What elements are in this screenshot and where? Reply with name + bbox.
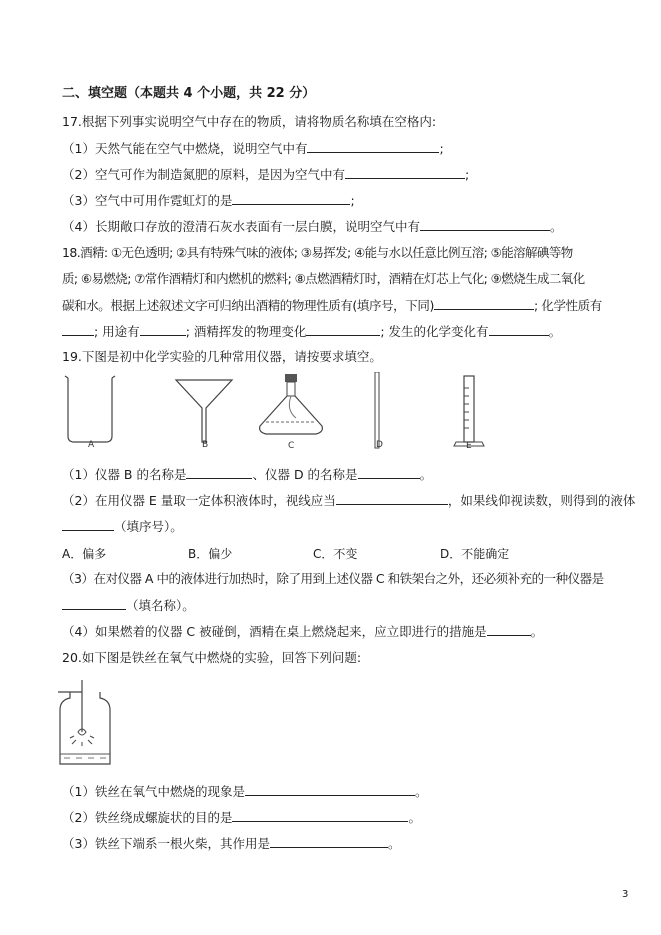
answer-blank[interactable] (434, 297, 534, 310)
q19-p2-text-b: ，如果线仰视读数，则得到的液体 (447, 493, 636, 508)
q17-item-2-text: （2）空气可作为制造氮肥的原料，是因为空气中有 (62, 167, 345, 182)
answer-blank[interactable] (62, 518, 114, 531)
answer-blank[interactable] (489, 323, 549, 336)
answer-blank[interactable] (232, 192, 350, 205)
funnel-icon (176, 380, 232, 442)
q19-p1-text: （1）仪器 B 的名称是 (62, 467, 187, 482)
q19-p1-text-b: 、仪器 D 的名称是 (252, 467, 358, 482)
punct: 。 (530, 624, 544, 639)
punct: 。 (548, 324, 562, 339)
graduated-cylinder-icon (454, 376, 484, 446)
answer-blank[interactable] (358, 466, 420, 479)
q18-chemical-label: ; 发生的化学变化有 (380, 324, 489, 339)
answer-blank[interactable] (420, 218, 550, 231)
q17-item-3-text: （3）空气中可用作霓虹灯的是 (62, 193, 233, 208)
punct: 。 (408, 810, 421, 825)
q18-line-1: 18.酒精: ①无色透明; ②具有特殊气味的液体; ③易挥发; ④能与水以任意比例互溶; ⑤能溶解碘等物 (62, 245, 573, 260)
q19-p2-text: （2）在用仪器 E 量取一定体积液体时，视线应当 (62, 493, 336, 508)
q20-item-3 (62, 835, 400, 852)
punct: 。 (549, 219, 563, 234)
q20-stem: 20.如下图是铁丝在氧气中燃烧的实验，回答下列问题: (62, 650, 362, 665)
answer-blank[interactable] (245, 783, 415, 796)
q18-line-3-text: 碳和水。根据上述叙述文字可归纳出酒精的物理性质有(填序号，下同) (62, 298, 434, 313)
q19-part-2-cont (62, 518, 183, 535)
q17-item-4 (62, 218, 562, 235)
answer-blank[interactable] (307, 140, 439, 153)
q20-item-3-text: （3）铁丝下端系一根火柴，其作用是 (62, 836, 270, 851)
punct: 。 (414, 784, 428, 799)
q19-part-4 (62, 623, 543, 640)
q20-item-2 (62, 809, 421, 826)
answer-blank[interactable] (62, 323, 94, 336)
gas-bottle-icon (58, 680, 110, 764)
answer-blank[interactable] (306, 323, 380, 336)
q19-p4-text: （4）如果燃着的仪器 C 被碰倒，酒精在桌上燃烧起来，应立即进行的措施是 (62, 624, 487, 639)
figure-label-a: A (88, 440, 95, 450)
figure-label-e: E (466, 441, 472, 451)
iron-wire-combustion-figure (56, 676, 116, 772)
q20-item-1 (62, 783, 427, 800)
q17-stem: 17.根据下列事实说明空气中存在的物质，请将物质名称填在空格内: (62, 114, 437, 129)
q19-p3-text-b: （填名称）。 (126, 598, 195, 613)
q17-item-4-text: （4）长期敞口存放的澄清石灰水表面有一层白膜，说明空气中有 (62, 219, 420, 234)
option-d[interactable]: D．不能确定 (440, 547, 510, 561)
answer-blank[interactable] (140, 323, 186, 336)
option-a[interactable]: A．偏多 (62, 547, 107, 561)
answer-blank[interactable] (270, 835, 388, 848)
punct: ; (439, 141, 444, 156)
punct: ; (464, 167, 470, 182)
q19-part-1 (62, 466, 432, 483)
section-title: 二、填空题（本题共 4 个小题，共 22 分） (62, 86, 316, 101)
answer-blank[interactable] (62, 597, 126, 610)
lab-instruments-figure (60, 372, 510, 454)
option-c[interactable]: C．不变 (313, 547, 358, 561)
beaker-icon (65, 376, 115, 442)
q18-line-3 (62, 297, 602, 314)
q18-line-4 (62, 323, 561, 340)
q19-stem: 19.下图是初中化学实验的几种常用仪器，请按要求填空。 (62, 349, 382, 364)
answer-blank[interactable] (336, 492, 448, 505)
q18-physical-label: ; 酒精挥发的物理变化 (185, 324, 307, 339)
q19-part-2 (62, 492, 635, 509)
q20-item-1-text: （1）铁丝在氧气中燃烧的现象是 (62, 784, 245, 799)
q20-item-2-text: （2）铁丝绕成螺旋状的目的是 (62, 810, 233, 825)
q18-line-2: 质; ⑥易燃烧; ⑦常作酒精灯和内燃机的燃料; ⑧点燃酒精灯时，酒精在灯芯上气化; ⑨燃烧生成二氧化 (62, 271, 585, 286)
q19-part-3-cont (62, 597, 195, 614)
punct: 。 (419, 467, 433, 482)
glass-rod-icon (375, 372, 379, 448)
answer-blank[interactable] (186, 466, 252, 479)
q18-uses-label: ; 用途有 (94, 324, 140, 339)
answer-blank[interactable] (232, 809, 408, 822)
q19-part-3: （3）在对仪器 A 中的液体进行加热时，除了用到上述仪器 C 和铁架台之外，还必须补充的一种仪器是 (62, 571, 604, 586)
q17-item-1 (62, 140, 444, 157)
punct: 。 (387, 836, 401, 851)
q18-line-3-text-b: ; 化学性质有 (533, 298, 602, 313)
alcohol-lamp-icon (260, 374, 323, 434)
page-number: 3 (622, 889, 629, 900)
figure-label-b: B (202, 440, 209, 450)
option-b[interactable]: B．偏少 (188, 547, 233, 561)
answer-blank[interactable] (487, 623, 531, 636)
q17-item-2 (62, 166, 469, 183)
q17-item-1-text: （1）天然气能在空气中燃烧，说明空气中有 (62, 141, 308, 156)
punct: ; (350, 193, 355, 208)
answer-blank[interactable] (345, 166, 465, 179)
figure-label-c: C (288, 441, 295, 451)
figure-label-d: D (376, 440, 383, 450)
q17-item-3 (62, 192, 355, 209)
q19-p2-text-c: （填序号）。 (114, 519, 183, 534)
